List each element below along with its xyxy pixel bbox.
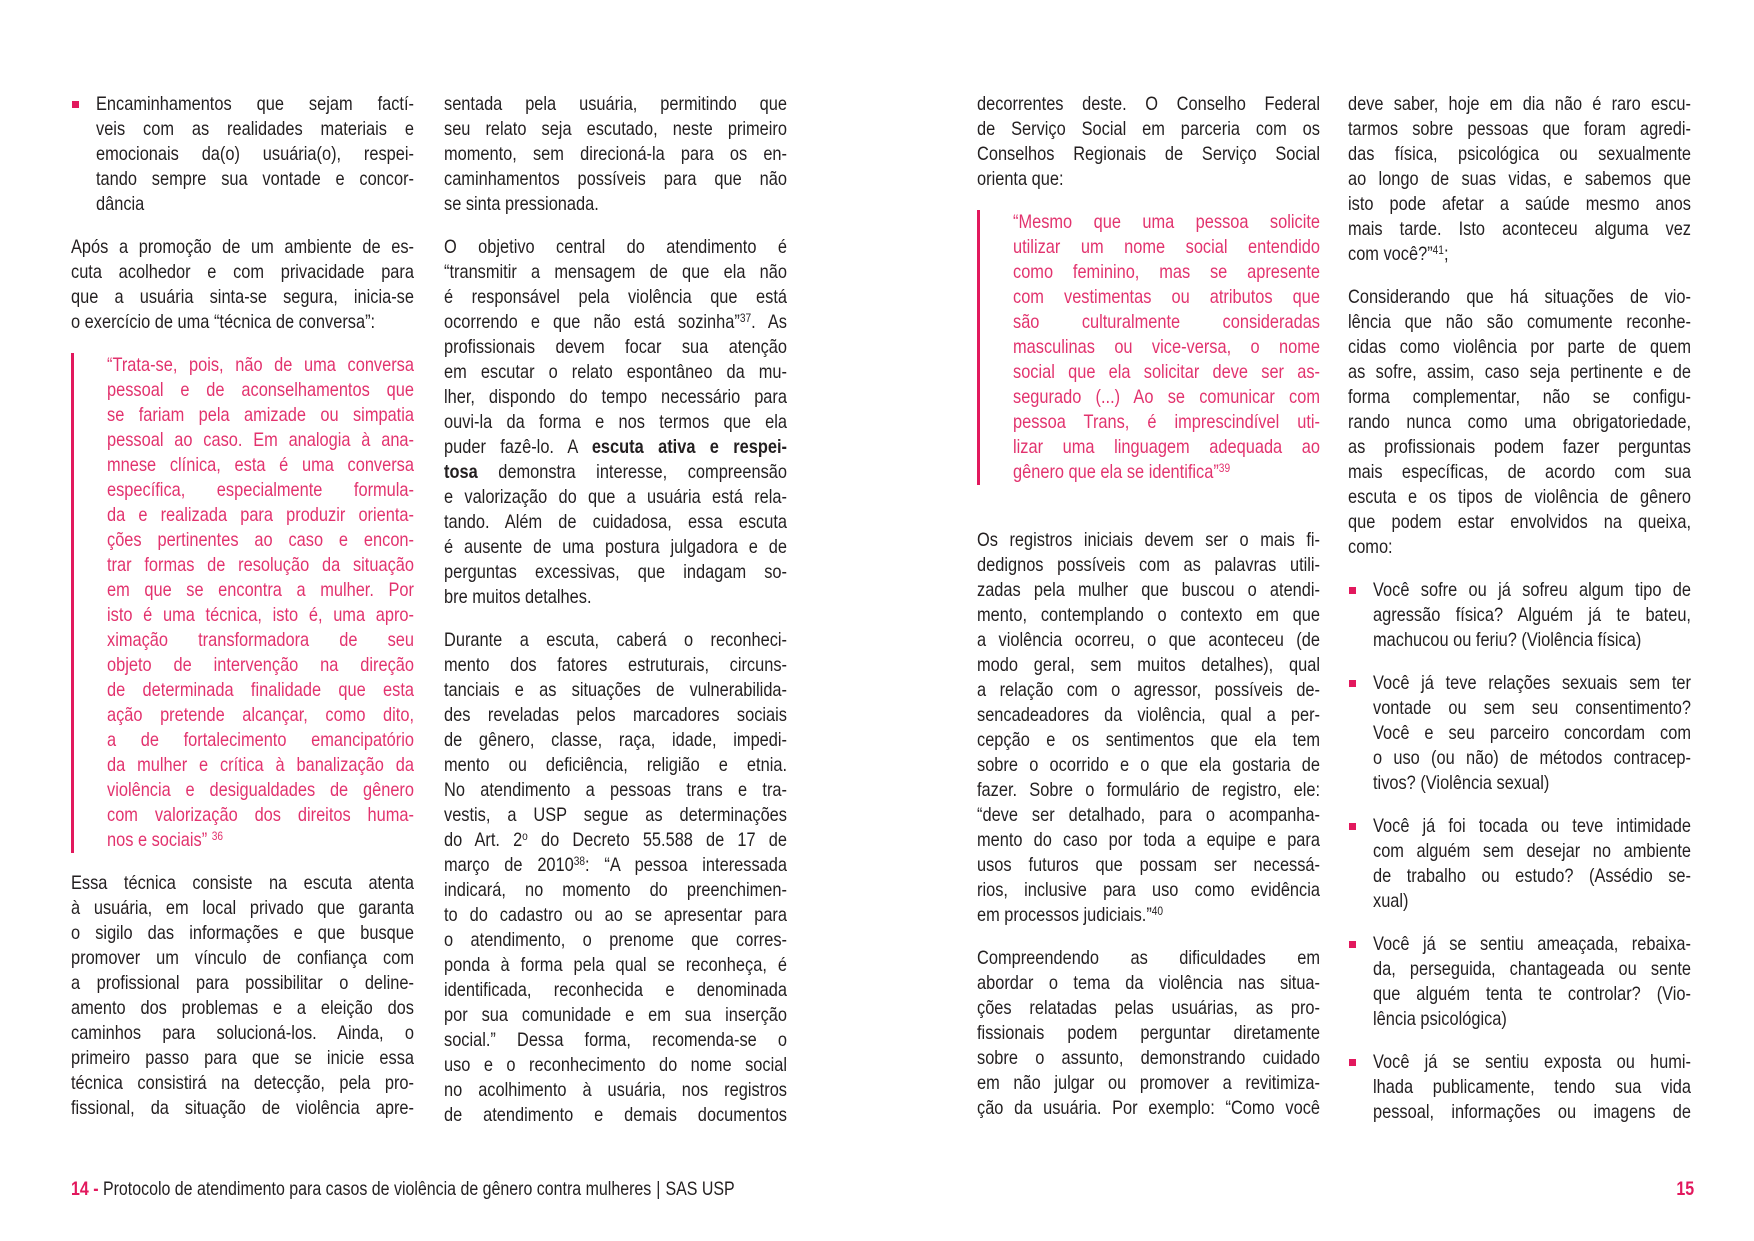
text-line: Você e seu parceiro concordam com bbox=[1373, 722, 1691, 744]
text-line: que a usuária sinta-se segura, inicia-se bbox=[71, 286, 414, 308]
paragraph bbox=[1348, 92, 1691, 267]
bullet-item bbox=[1348, 932, 1691, 1032]
text-run: do Art. 2 bbox=[444, 829, 523, 851]
text-line: sobre o assunto, demonstrando cuidado bbox=[977, 1047, 1320, 1069]
right-page-column-1 bbox=[977, 92, 1320, 1121]
text-line: Durante a escuta, caberá o reconheci- bbox=[444, 629, 787, 651]
text-line: mais tarde. Isto aconteceu alguma vez bbox=[1348, 218, 1691, 240]
text-line: pessoal ao caso. Em analogia à ana- bbox=[107, 429, 414, 451]
text-line: Compreendendo as dificuldades em bbox=[977, 947, 1320, 969]
text-line bbox=[444, 828, 787, 853]
text-run: puder fazê-lo. A bbox=[444, 436, 592, 458]
paragraph bbox=[444, 92, 787, 217]
text-line: primeiro passo para que se inicie essa bbox=[71, 1047, 414, 1069]
text-line: o exercício de uma “técnica de conversa”: bbox=[71, 311, 376, 333]
paragraph bbox=[444, 235, 787, 610]
footnote-reference: 41 bbox=[1432, 242, 1444, 257]
text-line: mento dos fatores estruturais, circuns- bbox=[444, 654, 787, 676]
text-line: “Mesmo que uma pessoa solicite bbox=[1013, 211, 1320, 233]
text-line: as sofre, assim, caso seja pertinente e de bbox=[1348, 361, 1691, 383]
text-line: o atendimento, o prenome que corres- bbox=[444, 929, 787, 951]
text-run: gênero que ela se identifica” bbox=[1013, 461, 1219, 483]
text-line: Os registros iniciais devem ser o mais fi- bbox=[977, 529, 1320, 551]
text-line: da, perseguida, chantageada ou sente bbox=[1373, 958, 1691, 980]
block-quote bbox=[977, 210, 1320, 485]
text-line: mento, contemplando o contexto em que bbox=[977, 604, 1320, 626]
text-line: é responsável pela violência que está bbox=[444, 286, 787, 308]
text-line: usos futuros que possam ser necessá- bbox=[977, 854, 1320, 876]
text-line: caminhamentos possíveis para que não bbox=[444, 168, 787, 190]
paragraph bbox=[71, 235, 414, 335]
text-line: vestis, a USP segue as determinações bbox=[444, 804, 787, 826]
text-line: sentada pela usuária, permitindo que bbox=[444, 93, 787, 115]
text-run: ocorrendo e que não está sozinha” bbox=[444, 311, 740, 333]
text-run: com você?” bbox=[1348, 243, 1433, 265]
text-line: momento, sem direcioná-la para os en- bbox=[444, 143, 787, 165]
text-line: bre muitos detalhes. bbox=[444, 586, 592, 608]
text-line: como: bbox=[1348, 536, 1393, 558]
text-line: e valorização do que a usuária está rela- bbox=[444, 486, 787, 508]
text-line: com vestimentas ou atributos que bbox=[1013, 286, 1320, 308]
text-line: promover um vínculo de confiança com bbox=[71, 947, 414, 969]
text-line: tarmos sobre pessoas que foram agredi- bbox=[1348, 118, 1691, 140]
text-run: ; bbox=[1443, 243, 1449, 265]
text-line: profissionais devem focar sua atenção bbox=[444, 336, 787, 358]
text-line: caminhos para solucioná-los. Ainda, o bbox=[71, 1022, 414, 1044]
text-line: rios, inclusive para uso como evidência bbox=[977, 879, 1320, 901]
text-line: fissionais podem perguntar diretamente bbox=[977, 1022, 1320, 1044]
text-line: em não julgar ou promover a revitimiza- bbox=[977, 1072, 1320, 1094]
bullet-item bbox=[1348, 814, 1691, 914]
text-line: que alguém tenta te controlar? (Vio- bbox=[1373, 983, 1691, 1005]
text-line: específica, especialmente formula- bbox=[107, 479, 414, 501]
text-line: pessoa Trans, é imprescindível uti- bbox=[1013, 411, 1320, 433]
text-line: lência que não são comumente reconhe- bbox=[1348, 311, 1691, 333]
text-line: “deve ser detalhado, para o acompanha- bbox=[977, 804, 1320, 826]
text-run: : “A pessoa interessada bbox=[585, 854, 787, 876]
text-line bbox=[1013, 460, 1320, 485]
bullet-item bbox=[1348, 1050, 1691, 1125]
text-line: tivos? (Violência sexual) bbox=[1373, 772, 1550, 794]
text-line: utilizar um nome social entendido bbox=[1013, 236, 1320, 258]
square-bullet-icon bbox=[1349, 1059, 1356, 1066]
text-line: Essa técnica consiste na escuta atenta bbox=[71, 872, 414, 894]
text-line: perguntas excessivas, que indagam so- bbox=[444, 561, 787, 583]
text-line: sencadeadores da violência, qual a per- bbox=[977, 704, 1320, 726]
bullet-item bbox=[1348, 671, 1691, 796]
text-line: de Serviço Social em parceria com os bbox=[977, 118, 1320, 140]
text-line: à usuária, em local privado que garanta bbox=[71, 897, 414, 919]
bold-text: escuta ativa e respei- bbox=[591, 436, 787, 458]
text-line: dância bbox=[96, 193, 145, 215]
text-line: são culturalmente consideradas bbox=[1013, 311, 1320, 333]
text-line: Você já teve relações sexuais sem ter bbox=[1373, 672, 1691, 694]
footer-divider: | bbox=[656, 1179, 661, 1200]
text-line: em que se encontra a mulher. Por bbox=[107, 579, 414, 601]
text-line: orienta que: bbox=[977, 168, 1064, 190]
organization-name: SAS USP bbox=[665, 1179, 735, 1200]
text-line: indicará, no momento do preenchimen- bbox=[444, 879, 787, 901]
text-line bbox=[444, 310, 787, 335]
paragraph bbox=[71, 871, 414, 1121]
text-line: Considerando que há situações de vio- bbox=[1348, 286, 1691, 308]
text-line: de gênero, classe, raça, idade, impedi- bbox=[444, 729, 787, 751]
text-line: como feminino, mas se apresente bbox=[1013, 261, 1320, 283]
footnote-reference: o bbox=[522, 828, 528, 843]
text-line: emocionais da(o) usuária(o), respei- bbox=[96, 143, 414, 165]
paragraph bbox=[977, 946, 1320, 1121]
text-line: tanciais e as situações de vulnerabilida- bbox=[444, 679, 787, 701]
text-line: social.” Dessa forma, recomenda-se o bbox=[444, 1029, 787, 1051]
text-line: ximação transformadora de seu bbox=[107, 629, 414, 651]
text-line: des reveladas pelos marcadores sociais bbox=[444, 704, 787, 726]
text-run: em processos judiciais.” bbox=[977, 904, 1152, 926]
text-line: masculinas ou vice-versa, o nome bbox=[1013, 336, 1320, 358]
footnote-reference: 40 bbox=[1151, 903, 1164, 918]
text-line: Você já foi tocada ou teve intimidade bbox=[1373, 815, 1691, 837]
text-run: março de 2010 bbox=[444, 854, 574, 876]
text-line: técnica consistirá na detecção, pela pro- bbox=[71, 1072, 414, 1094]
text-line: ouvi-la da forma e nos termos que ela bbox=[444, 411, 787, 433]
right-page-column-2 bbox=[1348, 92, 1691, 1125]
text-line: sobre o ocorrido e o que ela gostaria de bbox=[977, 754, 1320, 776]
page-number-left: 14 bbox=[71, 1179, 89, 1200]
text-line: Após a promoção de um ambiente de es- bbox=[71, 236, 414, 258]
text-line: to do cadastro ou ao se apresentar para bbox=[444, 904, 787, 926]
text-run: do Decreto 55.588 de 17 de bbox=[527, 829, 787, 851]
running-footer bbox=[71, 1178, 735, 1202]
paragraph bbox=[1348, 285, 1691, 560]
text-line: amento dos problemas e a eleição dos bbox=[71, 997, 414, 1019]
text-line: “Trata-se, pois, não de uma conversa bbox=[107, 354, 414, 376]
text-line: de determinada finalidade que esta bbox=[107, 679, 414, 701]
text-line bbox=[444, 853, 787, 878]
text-line: lência psicológica) bbox=[1373, 1008, 1507, 1030]
text-line: a de fortalecimento emancipatório bbox=[107, 729, 414, 751]
text-line: mento ou deficiência, religião e etnia. bbox=[444, 754, 787, 776]
bullet-item bbox=[71, 92, 414, 217]
text-line: O objetivo central do atendimento é bbox=[444, 236, 787, 258]
text-line: Encaminhamentos que sejam factí- bbox=[96, 93, 414, 115]
footnote-reference: 39 bbox=[1218, 460, 1231, 475]
text-line: o uso (ou não) de métodos contracep- bbox=[1373, 747, 1691, 769]
paragraph bbox=[444, 628, 787, 1128]
text-line: objeto de intervenção na direção bbox=[107, 654, 414, 676]
text-line: ação pretende alcançar, como dito, bbox=[107, 704, 414, 726]
text-line: ponda à forma pela qual se reconheça, é bbox=[444, 954, 787, 976]
left-page-column-1 bbox=[71, 92, 414, 1121]
text-line: Você já se sentiu ameaçada, rebaixa- bbox=[1373, 933, 1691, 955]
text-line: ao longo de suas vidas, e sabemos que bbox=[1348, 168, 1691, 190]
text-line: veis com as realidades materiais e bbox=[96, 118, 414, 140]
text-line: pessoal e de aconselhamentos que bbox=[107, 379, 414, 401]
text-line: de trabalho ou estudo? (Assédio se- bbox=[1373, 865, 1691, 887]
text-line: tando. Além de cuidadosa, essa escuta bbox=[444, 511, 787, 533]
text-line: identificada, reconhecida e denominada bbox=[444, 979, 787, 1001]
text-line bbox=[107, 828, 414, 853]
square-bullet-icon bbox=[1349, 823, 1356, 830]
text-line: a relação com o agressor, possíveis de- bbox=[977, 679, 1320, 701]
paragraph bbox=[977, 528, 1320, 928]
text-line: em escutar o relato espontâneo da mu- bbox=[444, 361, 787, 383]
block-quote bbox=[71, 353, 414, 853]
text-line: por sua comunidade e em sua inserção bbox=[444, 1004, 787, 1026]
text-line: segurado (...) Ao se comunicar com bbox=[1013, 386, 1320, 408]
bold-text: tosa bbox=[444, 461, 478, 483]
text-line bbox=[977, 903, 1320, 928]
footer-separator: - bbox=[93, 1179, 99, 1200]
text-line: se sinta pressionada. bbox=[444, 193, 599, 215]
text-line: lher, dispondo do tempo necessário para bbox=[444, 386, 787, 408]
text-line: deve saber, hoje em dia não é raro escu- bbox=[1348, 93, 1691, 115]
text-line: com valorização dos direitos huma- bbox=[107, 804, 414, 826]
text-line: Você sofre ou já sofreu algum tipo de bbox=[1373, 579, 1691, 601]
text-line: forma complementar, não se configu- bbox=[1348, 386, 1691, 408]
text-line: da mulher e crítica à banalização da bbox=[107, 754, 414, 776]
text-line: a profissional para possibilitar o deline- bbox=[71, 972, 414, 994]
text-line: mento do caso por toda a equipe e para bbox=[977, 829, 1320, 851]
text-line: mais específicas, de acordo com sua bbox=[1348, 461, 1691, 483]
square-bullet-icon bbox=[1349, 680, 1356, 687]
text-line: se fariam pela amizade ou simpatia bbox=[107, 404, 414, 426]
text-line: cidas como violência por parte de quem bbox=[1348, 336, 1691, 358]
text-line: violência e desigualdades de gênero bbox=[107, 779, 414, 801]
text-line bbox=[444, 460, 787, 485]
text-line: da e realizada para produzir orienta- bbox=[107, 504, 414, 526]
text-line: “transmitir a mensagem de que ela não bbox=[444, 261, 787, 283]
text-line: machucou ou feriu? (Violência física) bbox=[1373, 629, 1642, 651]
square-bullet-icon bbox=[72, 101, 79, 108]
text-line: isto é uma técnica, isto é, uma apro- bbox=[107, 604, 414, 626]
text-line: que podem estar envolvidos na queixa, bbox=[1348, 511, 1691, 533]
page-number-right: 15 bbox=[1676, 1179, 1694, 1200]
text-line: lizar uma linguagem adequada ao bbox=[1013, 436, 1320, 458]
text-line: Conselhos Regionais de Serviço Social bbox=[977, 143, 1320, 165]
text-line: vontade ou sem seu consentimento? bbox=[1373, 697, 1691, 719]
text-line: mnese clínica, esta é uma conversa bbox=[107, 454, 414, 476]
text-line: Você já se sentiu exposta ou humi- bbox=[1373, 1051, 1691, 1073]
text-line: agressão física? Alguém já te bateu, bbox=[1373, 604, 1691, 626]
text-line: abordar o tema da violência nas situa- bbox=[977, 972, 1320, 994]
text-line: uso e o reconhecimento do nome social bbox=[444, 1054, 787, 1076]
text-line: modo geral, sem muitos detalhes), qual bbox=[977, 654, 1320, 676]
text-line: No atendimento a pessoas trans e tra- bbox=[444, 779, 787, 801]
text-line: isto pode afetar a saúde mesmo anos bbox=[1348, 193, 1691, 215]
text-line: lhada publicamente, tendo sua vida bbox=[1373, 1076, 1691, 1098]
text-run: demonstra interesse, compreensão bbox=[477, 461, 787, 483]
text-line: das física, psicológica ou sexualmente bbox=[1348, 143, 1691, 165]
text-line: dedignos possíveis com as palavras utili- bbox=[977, 554, 1320, 576]
text-line: zadas pela mulher que buscou o atendi- bbox=[977, 579, 1320, 601]
square-bullet-icon bbox=[1349, 941, 1356, 948]
bullet-item bbox=[1348, 578, 1691, 653]
text-line: ções pertinentes ao caso e encon- bbox=[107, 529, 414, 551]
quote-bar bbox=[71, 353, 74, 853]
text-line: trar formas de resolução da situação bbox=[107, 554, 414, 576]
text-line: social que ela solicitar deve ser as- bbox=[1013, 361, 1320, 383]
running-title: Protocolo de atendimento para casos de violência de gênero contra mulheres bbox=[102, 1179, 652, 1200]
text-line: cepção e os sentimentos que ela tem bbox=[977, 729, 1320, 751]
text-line: no acolhimento à usuária, nos registros bbox=[444, 1079, 787, 1101]
text-line: xual) bbox=[1373, 890, 1409, 912]
text-line: com alguém sem desejar no ambiente bbox=[1373, 840, 1691, 862]
text-line: ções relatadas pelas usuárias, as pro- bbox=[977, 997, 1320, 1019]
quote-bar bbox=[977, 210, 980, 485]
text-line: escuta e os tipos de violência de gênero bbox=[1348, 486, 1691, 508]
text-line: a violência ocorreu, o que aconteceu (de bbox=[977, 629, 1320, 651]
footnote-reference: 38 bbox=[573, 853, 586, 868]
square-bullet-icon bbox=[1349, 587, 1356, 594]
text-line: ção da usuária. Por exemplo: “Como você bbox=[977, 1097, 1320, 1119]
left-page-column-2 bbox=[444, 92, 787, 1128]
text-run: . As bbox=[751, 311, 787, 333]
paragraph bbox=[977, 92, 1320, 192]
text-line: tando sempre sua vontade e concor- bbox=[96, 168, 414, 190]
footnote-reference: 37 bbox=[739, 310, 752, 325]
text-line: fazer. Sobre o formulário de registro, ele: bbox=[977, 779, 1320, 801]
footnote-reference: 36 bbox=[211, 828, 223, 843]
text-line: as profissionais podem fazer perguntas bbox=[1348, 436, 1691, 458]
text-line: pessoal, informações ou imagens de bbox=[1373, 1101, 1691, 1123]
text-line bbox=[444, 435, 787, 460]
text-line: rando nunca como uma obrigatoriedade, bbox=[1348, 411, 1691, 433]
text-line: o sigilo das informações e que busque bbox=[71, 922, 414, 944]
text-run: nos e sociais” bbox=[107, 829, 212, 851]
text-line: decorrentes deste. O Conselho Federal bbox=[977, 93, 1320, 115]
text-line: fissional, da situação de violência apre- bbox=[71, 1097, 414, 1119]
text-line: cuta acolhedor e com privacidade para bbox=[71, 261, 414, 283]
text-line: seu relato seja escutado, neste primeiro bbox=[444, 118, 787, 140]
text-line bbox=[1348, 242, 1691, 267]
text-line: de atendimento e demais documentos bbox=[444, 1104, 787, 1126]
text-line: é ausente de uma postura julgadora e de bbox=[444, 536, 787, 558]
